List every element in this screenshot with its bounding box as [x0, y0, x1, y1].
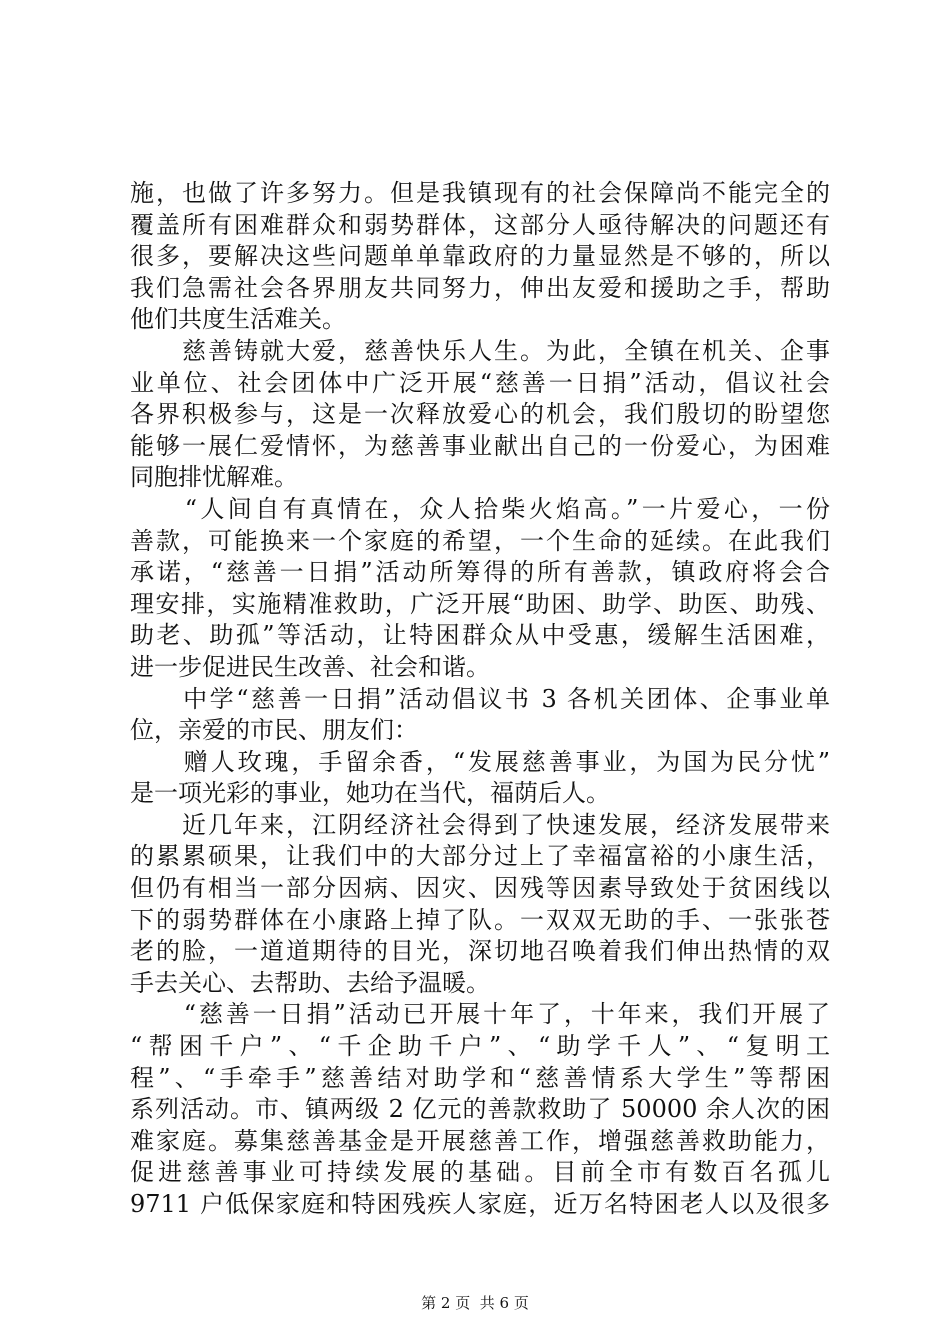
text-line: 是一项光彩的事业，她功在当代，福荫后人。: [130, 779, 610, 808]
text-line: “帮困千户”、“千企助千户”、“助学千人”、“复明工: [130, 1032, 830, 1061]
text-line: 程”、“手牵手”慈善结对助学和“慈善情系大学生”等帮困: [130, 1063, 830, 1092]
text-line: 善款，可能换来一个家庭的希望，一个生命的延续。在此我们: [130, 526, 830, 555]
text-line: 很多，要解决这些问题单单靠政府的力量显然是不够的，所以: [130, 242, 830, 271]
text-line: 近几年来，江阴经济社会得到了快速发展，经济发展带来: [130, 810, 830, 839]
text-line: 难家庭。募集慈善基金是开展慈善工作，增强慈善救助能力，: [130, 1126, 830, 1155]
page-footer: 第 2 页 共 6 页: [421, 1294, 529, 1312]
text-line: 助老、助孤”等活动，让特困群众从中受惠，缓解生活困难，: [130, 621, 830, 650]
text-line: 促进慈善事业可持续发展的基础。目前全市有数百名孤儿: [130, 1158, 830, 1187]
text-line: 我们急需社会各界朋友共同努力，伸出友爱和援助之手，帮助: [130, 273, 830, 302]
text-line: 位，亲爱的市民、朋友们：: [130, 716, 418, 745]
text-line: 业单位、社会团体中广泛开展“慈善一日捐”活动，倡议社会: [130, 368, 830, 397]
text-line: 系列活动。市、镇两级 2 亿元的善款救助了 50000 余人次的困: [130, 1095, 830, 1124]
text-line: 手去关心、去帮助、去给予温暖。: [130, 968, 490, 997]
text-line: 理安排，实施精准救助，广泛开展“助困、助学、助医、助残、: [130, 589, 830, 618]
text-line: 的累累硕果，让我们中的大部分过上了幸福富裕的小康生活，: [130, 842, 830, 871]
text-line: 慈善铸就大爱，慈善快乐人生。为此，全镇在机关、企事: [130, 336, 830, 365]
text-line: 进一步促进民生改善、社会和谐。: [130, 652, 490, 681]
document-body: [130, 178, 830, 1221]
text-line: “慈善一日捐”活动已开展十年了，十年来，我们开展了: [130, 1000, 830, 1029]
text-line: 赠人玫瑰，手留余香，“发展慈善事业，为国为民分忧”: [130, 747, 830, 776]
text-line: 承诺，“慈善一日捐”活动所筹得的所有善款，镇政府将会合: [130, 558, 830, 587]
text-line: 中学“慈善一日捐”活动倡议书 3 各机关团体、企事业单: [130, 684, 830, 713]
text-line: 他们共度生活难关。: [130, 305, 346, 334]
text-line: 各界积极参与，这是一次释放爱心的机会，我们殷切的盼望您: [130, 400, 830, 429]
text-line: 覆盖所有困难群众和弱势群体，这部分人亟待解决的问题还有: [130, 210, 830, 239]
text-line: 施，也做了许多努力。但是我镇现有的社会保障尚不能完全的: [130, 179, 830, 207]
text-line: 但仍有相当一部分因病、因灾、因残等因素导致处于贫困线以: [130, 874, 830, 903]
text-line: 能够一展仁爱情怀，为慈善事业献出自己的一份爱心，为困难: [130, 431, 830, 460]
text-line: “人间自有真情在，众人拾柴火焰高。”一片爱心，一份: [130, 494, 830, 523]
text-line: 9711 户低保家庭和特困残疾人家庭，近万名特困老人以及很多: [130, 1190, 830, 1218]
text-line: 老的脸，一道道期待的目光，深切地召唤着我们伸出热情的双: [130, 937, 830, 966]
text-line: 同胞排忧解难。: [130, 463, 298, 492]
text-line: 下的弱势群体在小康路上掉了队。一双双无助的手、一张张苍: [130, 905, 830, 934]
